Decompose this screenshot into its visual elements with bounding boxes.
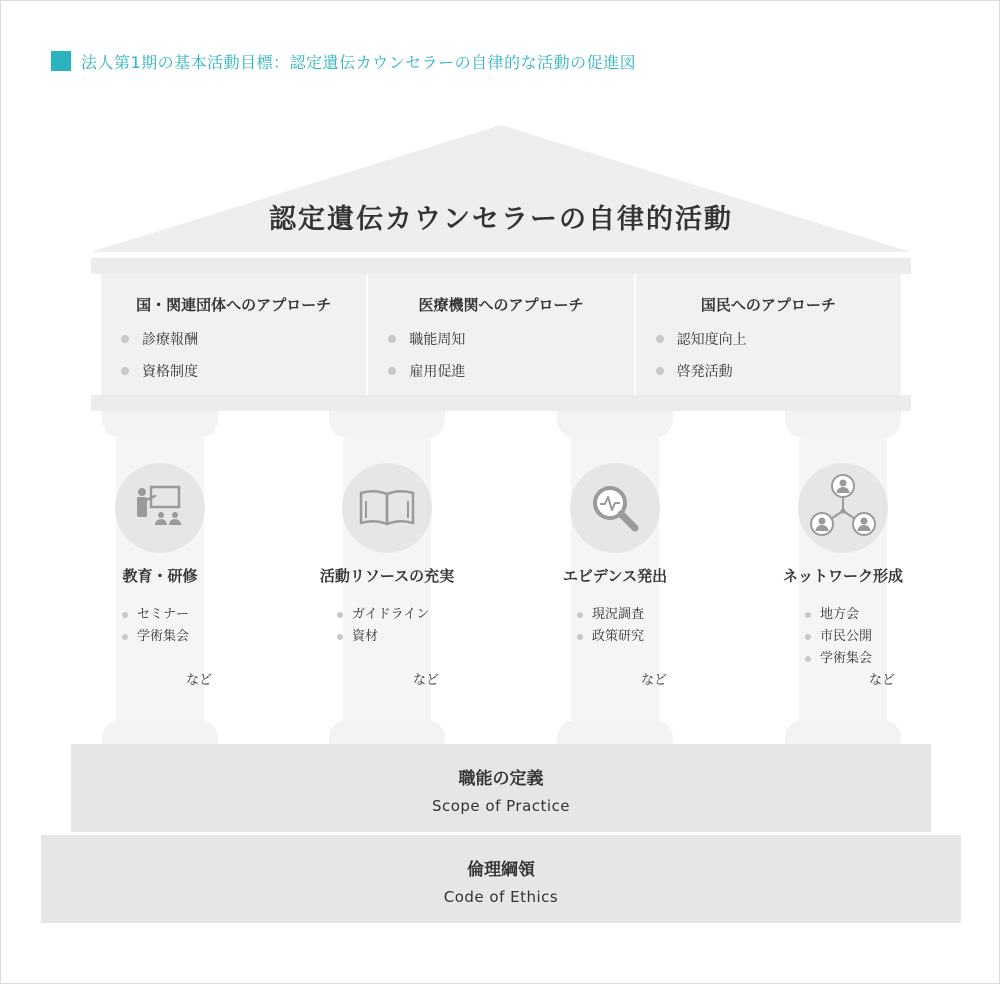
column-base	[785, 720, 901, 744]
column-capital	[102, 411, 218, 438]
pillar-item: 学術集会	[805, 648, 938, 670]
column-capital	[557, 411, 673, 438]
approach-item: 啓発活動	[656, 361, 782, 381]
foundation-title: 職能の定義	[458, 769, 544, 789]
pillar-title: 教育・研修	[122, 567, 198, 585]
approach-item: 雇用促進	[388, 361, 514, 381]
diagram-title: 法人第1期の基本活動目標：認定遺伝カウンセラーの自律的な活動の促進図	[81, 52, 637, 72]
foundation-subtitle: Scope of Practice	[431, 797, 571, 815]
pillar-title: 活動リソースの充実	[319, 567, 455, 585]
roof-title: 認定遺伝カウンセラーの自律的活動	[269, 204, 733, 235]
people-network-icon	[798, 463, 888, 553]
pillar-item: 現況調査	[577, 604, 710, 626]
pillar-item: 政策研究	[577, 626, 710, 648]
approach-panel-medical	[366, 274, 633, 395]
column-capital	[329, 411, 445, 438]
foundation-scope-of-practice	[71, 744, 931, 832]
pillar-evidence	[520, 463, 710, 648]
pillar-item: ガイドライン	[337, 604, 482, 626]
approach-item: 認知度向上	[656, 329, 782, 349]
entablature-bottom-beam	[91, 395, 911, 411]
approach-item: 職能周知	[388, 329, 514, 349]
approach-item: 資格制度	[121, 361, 247, 381]
pillar-title: ネットワーク形成	[782, 567, 903, 585]
approach-panel-title: 国民へのアプローチ	[700, 296, 836, 314]
entablature	[101, 274, 901, 395]
approach-panel-public	[634, 274, 901, 395]
column-base	[329, 720, 445, 744]
pillar-network	[748, 463, 938, 670]
entablature-top-beam	[91, 258, 911, 274]
foundation-title: 倫理綱領	[467, 860, 535, 880]
column-base	[102, 720, 218, 744]
pillar-etc: など	[641, 673, 668, 688]
pillar-etc: など	[869, 673, 896, 688]
magnifier-analysis-icon	[570, 463, 660, 553]
column-capital	[785, 411, 901, 438]
pillar-education	[65, 463, 255, 648]
foundation-code-of-ethics	[41, 835, 961, 923]
pillar-etc: など	[413, 673, 440, 688]
pillar-etc: など	[186, 673, 213, 688]
approach-panel-title: 国・関連団体へのアプローチ	[136, 296, 332, 314]
pillar-item: 学術集会	[122, 626, 255, 648]
column-base	[557, 720, 673, 744]
teacher-presentation-icon	[115, 463, 205, 553]
pillar-resources	[292, 463, 482, 648]
pillar-item: セミナー	[122, 604, 255, 626]
open-book-icon	[342, 463, 432, 553]
approach-panel-government	[101, 274, 366, 395]
pillar-item: 資材	[337, 626, 482, 648]
approach-panel-title: 医療機関へのアプローチ	[418, 296, 584, 314]
pillar-item: 地方会	[805, 604, 938, 626]
foundation-subtitle: Code of Ethics	[443, 888, 559, 906]
pillar-item: 市民公開	[805, 626, 938, 648]
pillar-title: エビデンス発出	[562, 567, 668, 585]
approach-item: 診療報酬	[121, 329, 247, 349]
